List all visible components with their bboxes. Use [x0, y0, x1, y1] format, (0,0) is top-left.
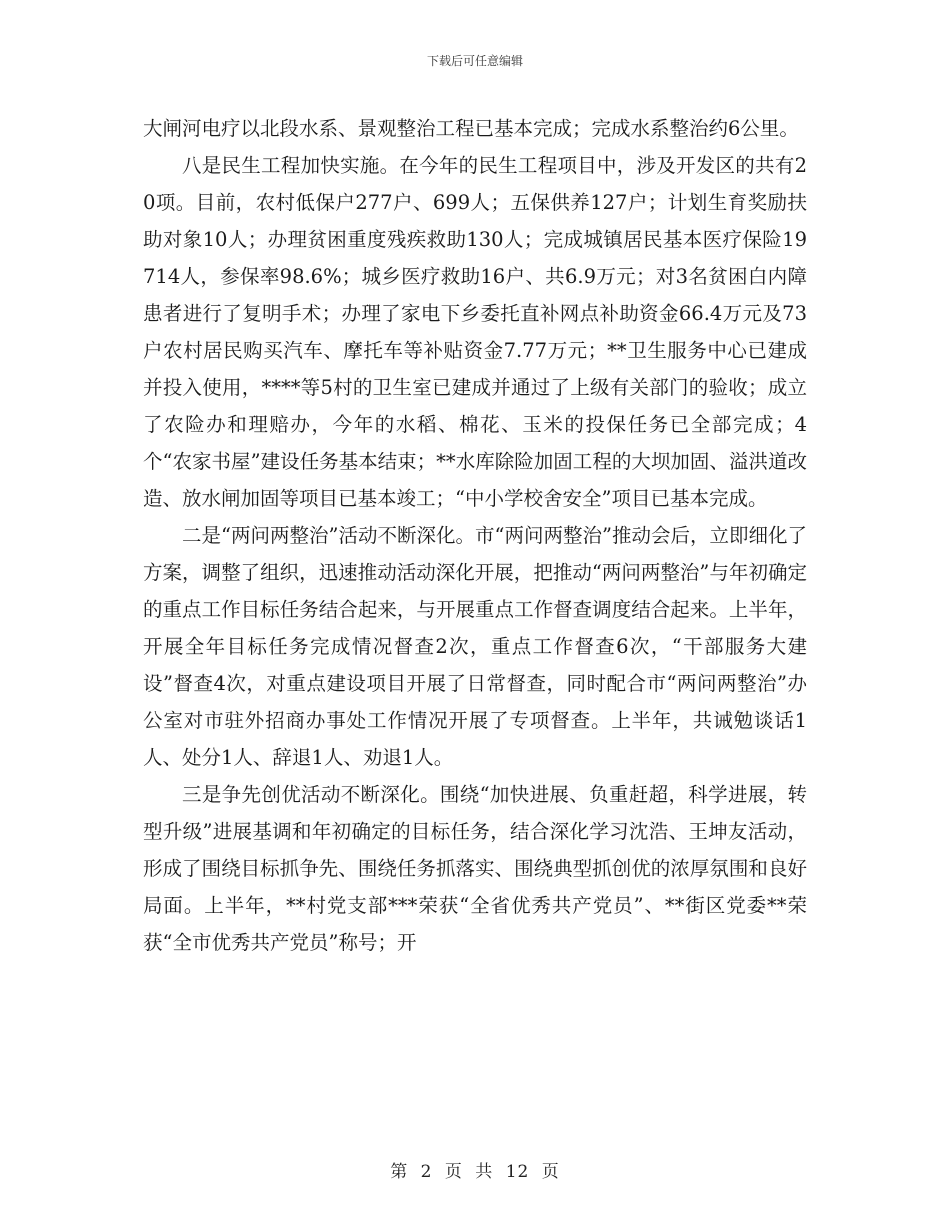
page-header-note: 下载后可任意编辑 [426, 54, 523, 68]
paragraph-1: 大闸河电疗以北段水系、景观整治工程已基本完成；完成水系整治约6公里。 [143, 117, 799, 140]
paragraph-2: 八是民生工程加快实施。在今年的民生工程项目中，涉及开发区的共有20项。目前，农村低保户277户、699人；五保供养127户；计划生育奖励扶助对象10人；办理贫困重度残疾救助130人；完成城镇居民基本医疗保险19714人，参保率98.6%；城乡医疗救助16户、共6.9万元；对3名贫困白内障患者进行了复明手术；办理了家电下乡委托直补网点补助资金66.4万元及73户农村居民购买汽车、摩托车等补贴资金7.77万元；**卫生服务中心已建成并投入使用，****等5村的卫生室已建成并通过了上级有关部门的验收；成立了农险办和理赔办，今年的水稻、棉花、玉米的投保任务已全部完成；4个“农家书屋”建设任务基本结束；**水库除险加固工程的大坝加固、溢洪道改造、放水闸加固等项目已基本竣工；“中小学校舍安全”项目已基本完成。 [143, 154, 807, 510]
paragraph-4: 三是争先创优活动不断深化。围绕“加快进展、负重赶超，科学进展，转型升级”进展基调和年初确定的目标任务，结合深化学习沈浩、王坤友活动，形成了围绕目标抓争先、围绕任务抓落实、围绕典型抓创优的浓厚氛围和良好局面。上半年，**村党支部***荣获“全省优秀共产党员”、**街区党委**荣获“全市优秀共产党员”称号；开 [143, 783, 807, 954]
document-body [143, 110, 807, 961]
page-number: 第 2 页 共 12 页 [390, 1162, 560, 1182]
paragraph-3: 二是“两问两整治”活动不断深化。市“两问两整治”推动会后，立即细化了方案，调整了组织，迅速推动活动深化开展，把推动“两问两整治”与年初确定的重点工作目标任务结合起来，与开展重点工作督查调度结合起来。上半年，开展全年目标任务完成情况督查2次，重点工作督查6次，“干部服务大建设”督查4次，对重点建设项目开展了日常督查，同时配合市“两问两整治”办公室对市驻外招商办事处工作情况开展了专项督查。上半年，共诫勉谈话1人、处分1人、辞退1人、劝退1人。 [143, 524, 807, 769]
